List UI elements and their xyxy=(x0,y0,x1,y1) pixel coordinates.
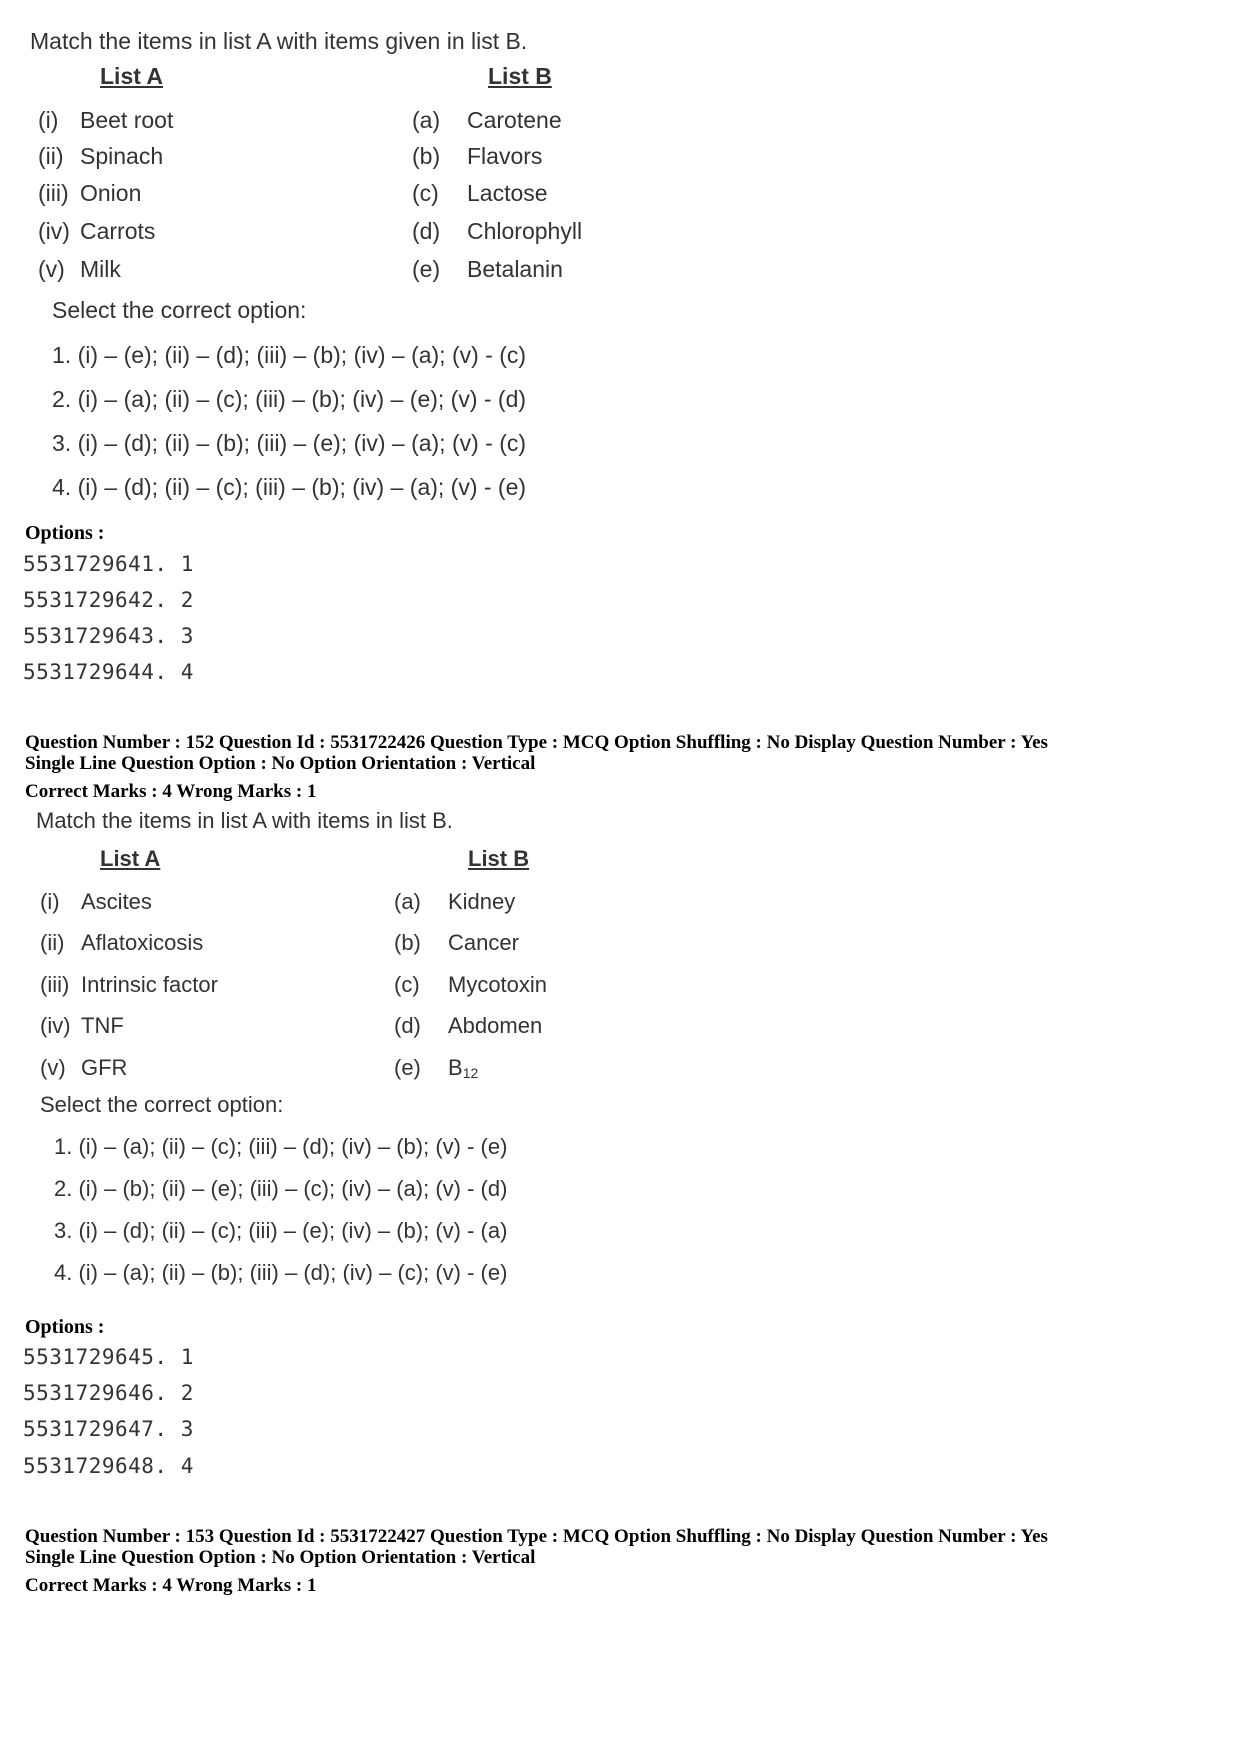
question-instruction: Match the items in list A with items in list B. xyxy=(36,808,453,833)
select-option-label: Select the correct option: xyxy=(40,1092,284,1117)
option-code: 5531729645. 1 xyxy=(23,1345,194,1369)
question-meta-line: Question Number : 152 Question Id : 5531722426 Question Type : MCQ Option Shuffling : No Display Question Number : Yes xyxy=(25,732,1048,753)
list-b-header: List B xyxy=(468,846,530,871)
answer-choice: 3. (i) – (d); (ii) – (c); (iii) – (e); (iv) – (b); (v) - (a) xyxy=(54,1218,508,1243)
answer-choice: 4. (i) – (a); (ii) – (b); (iii) – (d); (iv) – (c); (v) - (e) xyxy=(54,1260,508,1285)
options-label: Options : xyxy=(25,522,105,544)
answer-choice: 2. (i) – (a); (ii) – (c); (iii) – (b); (iv) – (e); (v) - (d) xyxy=(52,386,527,412)
question-meta-line: Single Line Question Option : No Option Orientation : Vertical xyxy=(25,1547,536,1568)
answer-choice: 2. (i) – (b); (ii) – (e); (iii) – (c); (iv) – (a); (v) - (d) xyxy=(54,1176,508,1201)
list-a-header: List A xyxy=(100,63,164,89)
question-meta-line: Single Line Question Option : No Option Orientation : Vertical xyxy=(25,753,536,774)
answer-choice: 1. (i) – (e); (ii) – (d); (iii) – (b); (iv) – (a); (v) - (c) xyxy=(52,342,527,368)
options-label: Options : xyxy=(25,1316,105,1338)
option-code: 5531729644. 4 xyxy=(23,660,194,684)
option-code: 5531729648. 4 xyxy=(23,1454,194,1478)
option-code: 5531729642. 2 xyxy=(23,588,194,612)
select-option-label: Select the correct option: xyxy=(52,297,307,323)
answer-choice: 4. (i) – (d); (ii) – (c); (iii) – (b); (iv) – (a); (v) - (e) xyxy=(52,474,527,500)
marks-line: Correct Marks : 4 Wrong Marks : 1 xyxy=(25,1575,317,1596)
list-b-header: List B xyxy=(488,63,552,89)
question-instruction: Match the items in list A with items given in list B. xyxy=(30,28,528,54)
list-a-header: List A xyxy=(100,846,161,871)
option-code: 5531729641. 1 xyxy=(23,552,194,576)
answer-choice: 3. (i) – (d); (ii) – (b); (iii) – (e); (iv) – (a); (v) - (c) xyxy=(52,430,527,456)
option-code: 5531729646. 2 xyxy=(23,1381,194,1405)
marks-line: Correct Marks : 4 Wrong Marks : 1 xyxy=(25,781,317,802)
option-code: 5531729643. 3 xyxy=(23,624,194,648)
option-code: 5531729647. 3 xyxy=(23,1417,194,1441)
question-meta-line: Question Number : 153 Question Id : 5531722427 Question Type : MCQ Option Shuffling : No Display Question Number : Yes xyxy=(25,1526,1048,1547)
answer-choice: 1. (i) – (a); (ii) – (c); (iii) – (d); (iv) – (b); (v) - (e) xyxy=(54,1134,508,1159)
